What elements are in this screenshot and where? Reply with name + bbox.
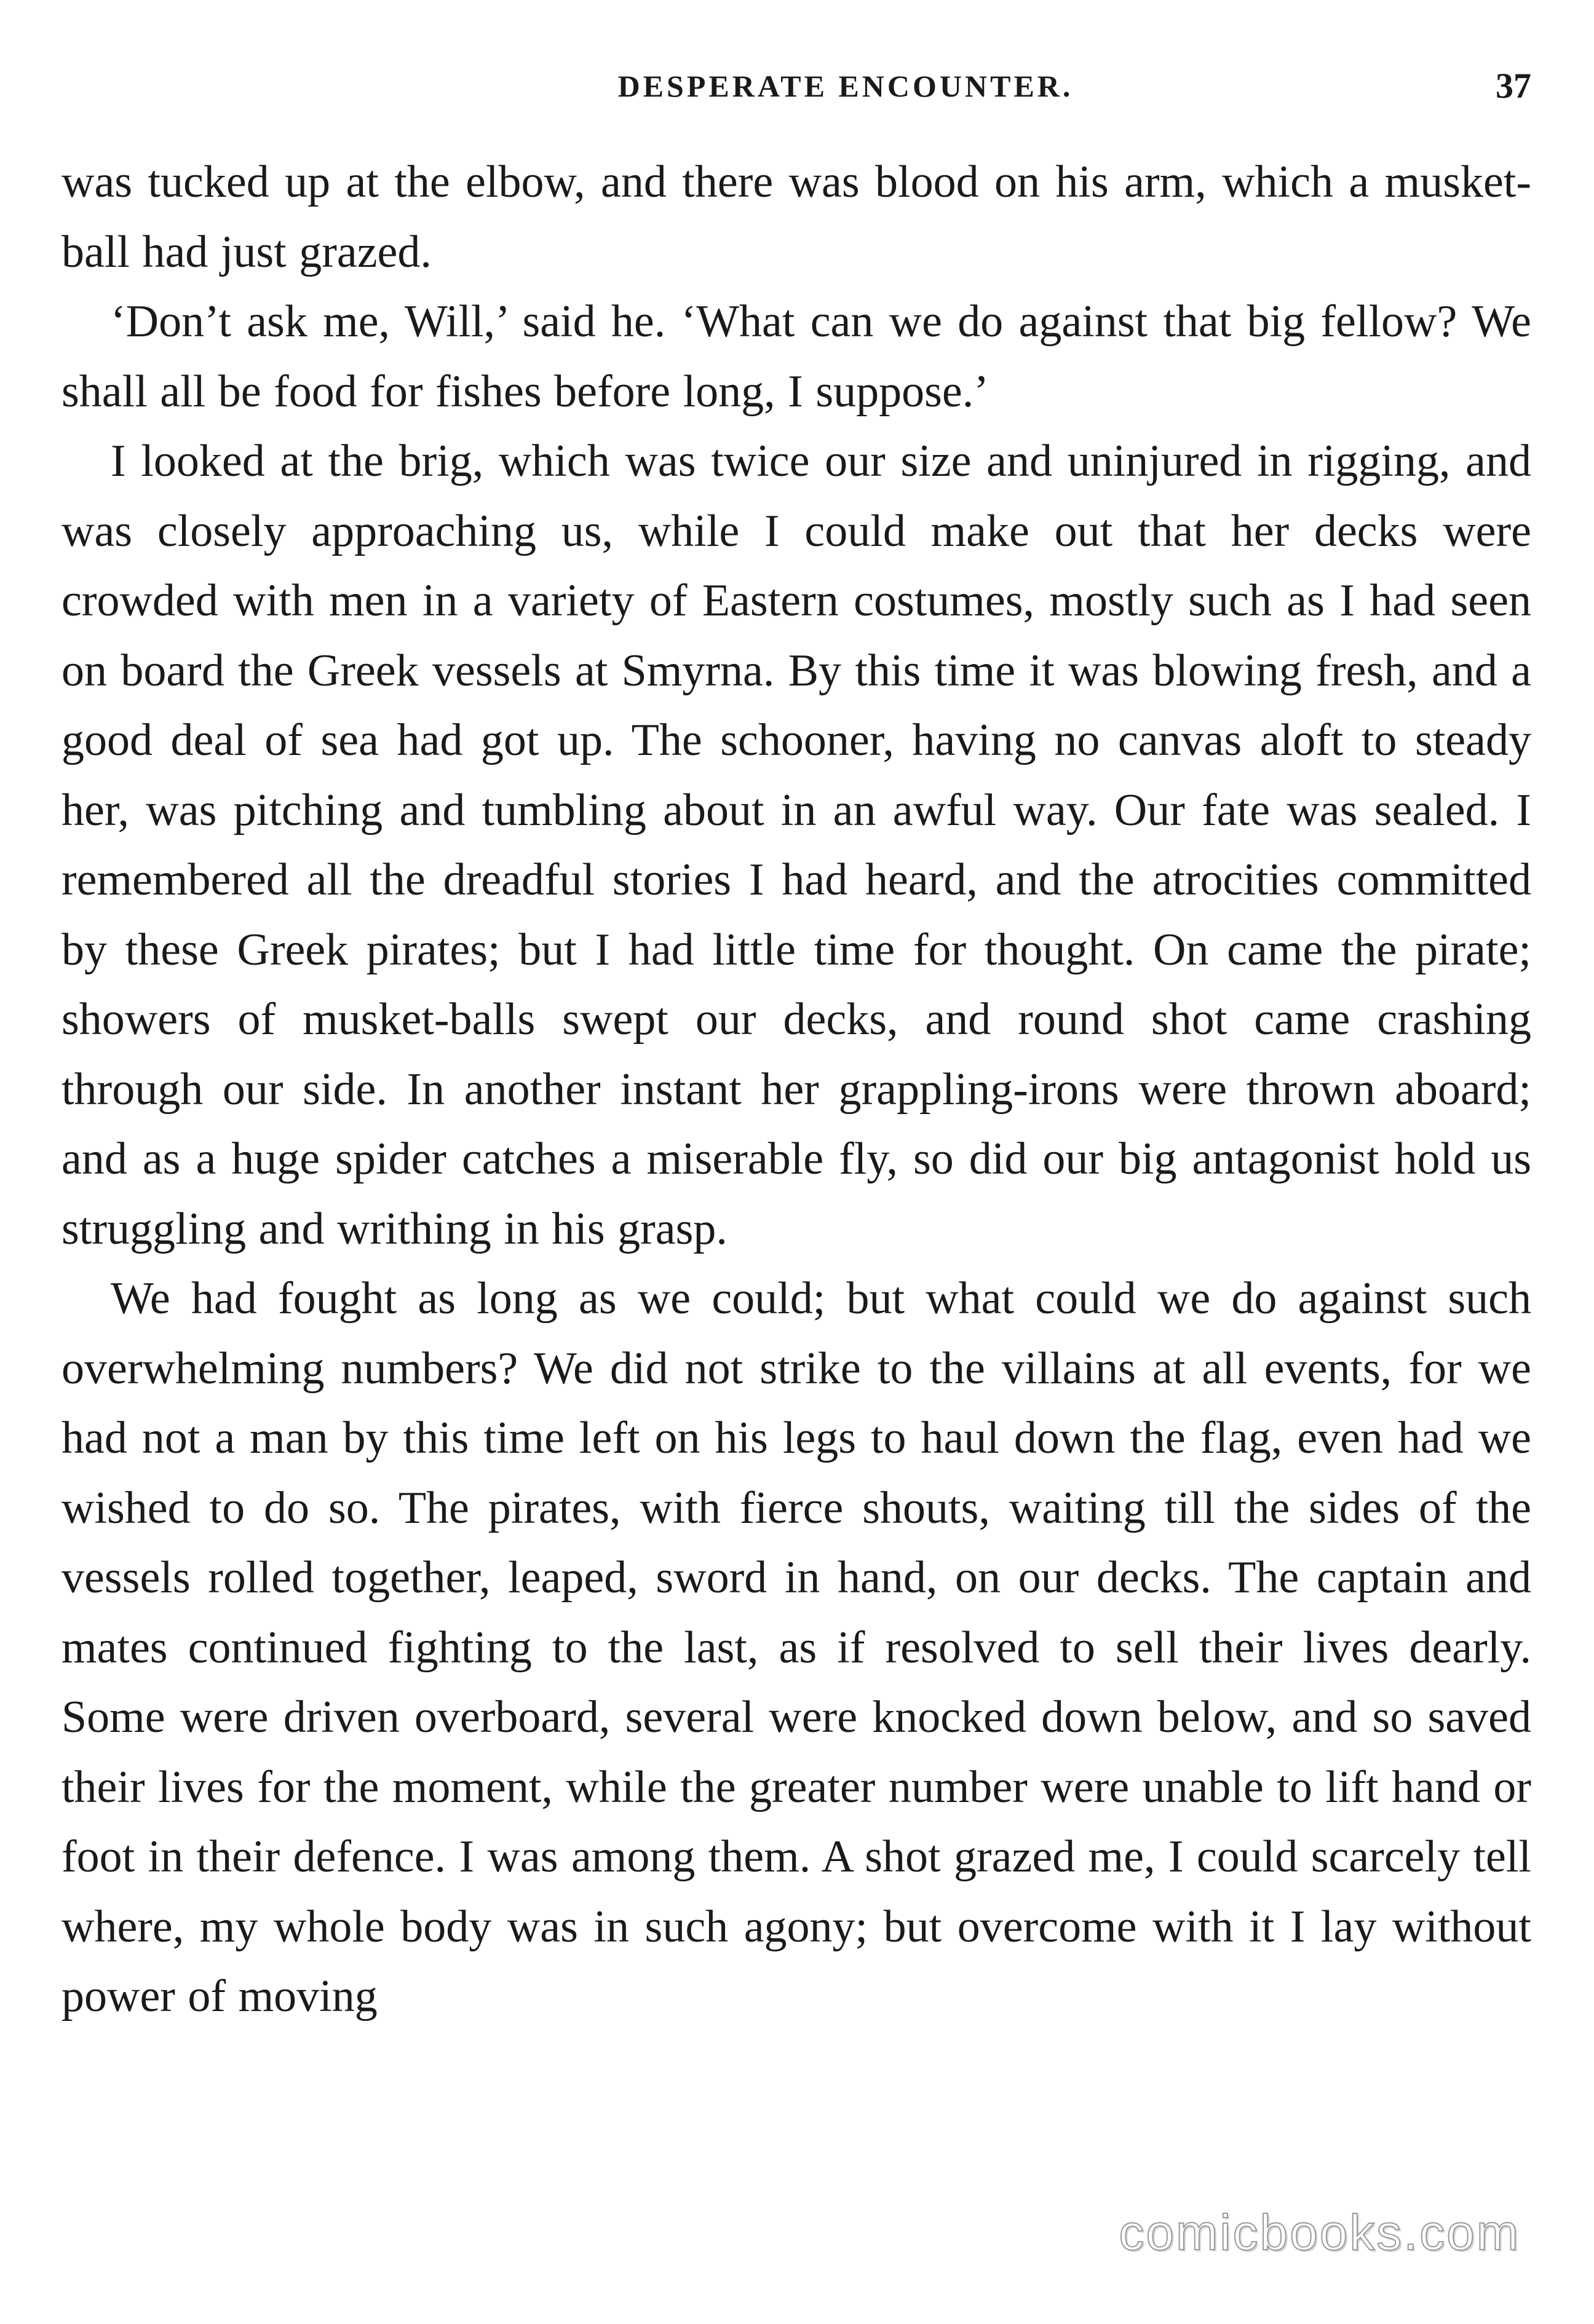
paragraph-continuation: was tucked up at the elbow, and there was blood on his arm, which a musket-ball had just grazed. — [61, 157, 1531, 277]
running-title: DESPERATE ENCOUNTER. — [617, 69, 1074, 103]
page-number: 37 — [1496, 66, 1531, 106]
watermark: comicbooks.com — [1119, 2205, 1520, 2261]
paragraph-dialogue: ‘Don’t ask me, Will,’ said he. ‘What can we do against that big fellow? We shall all be food for fishes before long, I suppose.’ — [61, 296, 1531, 417]
running-head — [61, 58, 1531, 114]
paragraph-brig-approach: I looked at the brig, which was twice our size and uninjured in rigging, and was closely approaching us, while I could make out that her decks were crowded with men in a variety of Eastern costumes, mostly such as I had seen on board the Greek vessels at Smyrna. By this time it was blowing fresh, and a good deal of sea had got up. The schooner, having no canvas aloft to steady her, was pitching and tumbling about in an awful way. Our fate was sealed. I remembered all the dreadful stories I had heard, and the atrocities committed by these Greek pirates; but I had little time for thought. On came the pirate; showers of musket-balls swept our decks, and round shot came crashing through our side. In another instant her grappling-irons were thrown aboard; and as a huge spider catches a miserable fly, so did our big antagonist hold us struggling and writhing in his grasp. — [61, 436, 1531, 1254]
paragraph-boarding: We had fought as long as we could; but what could we do against such overwhelming numbers? We did not strike to the villains at all events, for we had not a man by this time left on his legs to haul down the flag, even had we wished to do so. The pirates, with fierce shouts, waiting till the sides of the vessels rolled together, leaped, sword in hand, on our decks. The captain and mates continued fighting to the last, as if resolved to sell their lives dearly. Some were driven overboard, several were knocked down below, and so saved their lives for the moment, while the greater number were unable to lift hand or foot in their defence. I was among them. A shot grazed me, I could scarcely tell where, my whole body was in such agony; but overcome with it I lay without power of moving — [61, 1273, 1531, 2022]
body-text — [61, 148, 1531, 2032]
